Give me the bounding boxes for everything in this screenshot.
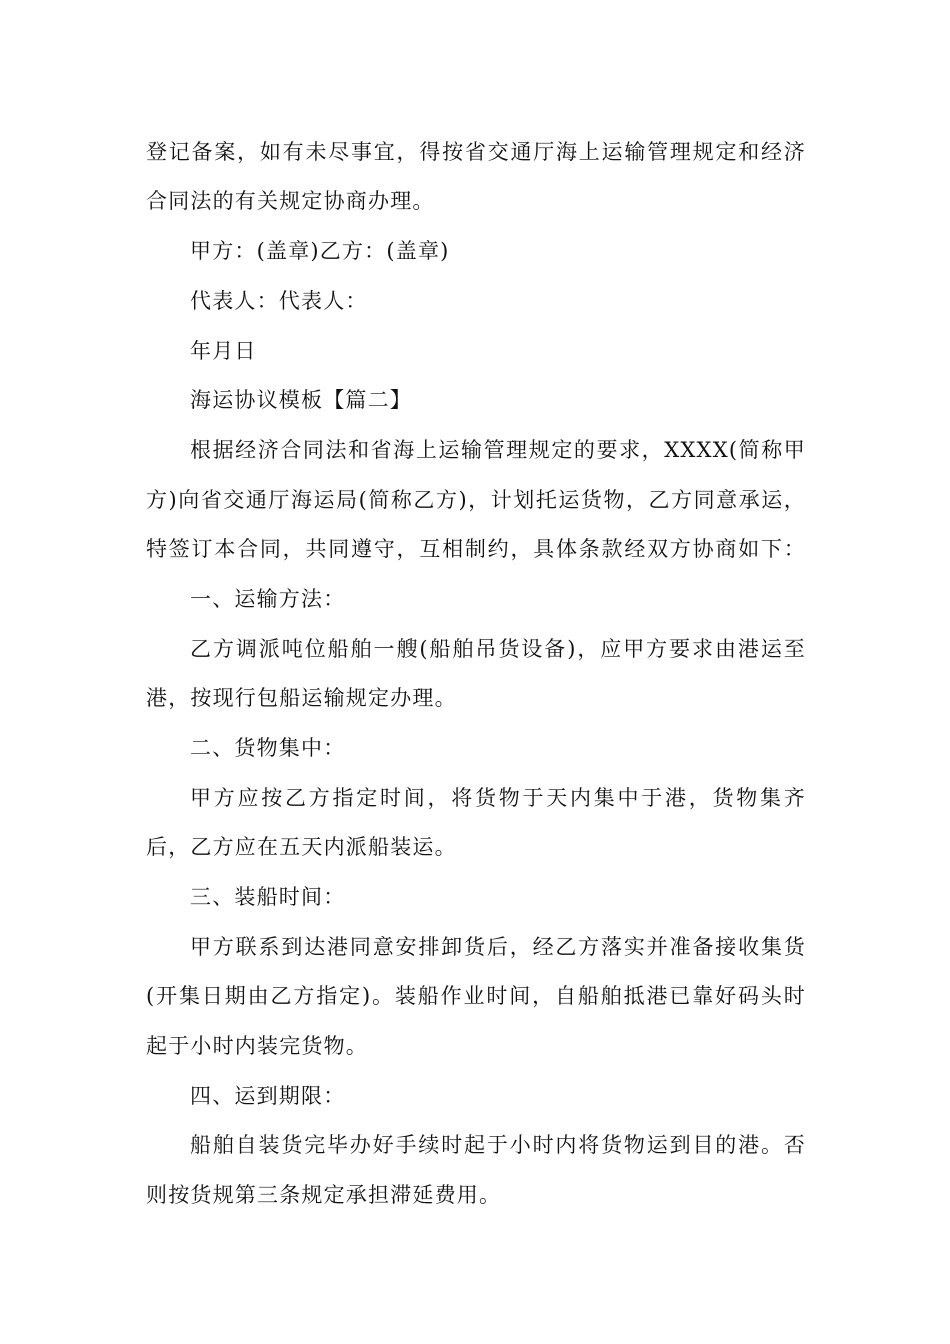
body-text-line: 登记备案，如有未尽事宜，得按省交通厅海上运输管理规定和经济 xyxy=(146,140,806,164)
body-text-line: 合同法的有关规定协商办理。 xyxy=(146,189,435,213)
clause-heading: 四、运到期限： xyxy=(190,1084,346,1108)
body-text-line: 根据经济合同法和省海上运输管理规定的要求，XXXX(简称甲 xyxy=(190,438,806,462)
section-title: 海运协议模板【篇二】 xyxy=(190,388,412,412)
body-text-line: 乙方调派吨位船舶一艘(船舶吊货设备)，应甲方要求由港运至 xyxy=(190,637,806,661)
signature-party-line: 甲方：(盖章)乙方：(盖章) xyxy=(190,239,450,263)
body-text-line: 船舶自装货完毕办好手续时起于小时内将货物运到目的港。否 xyxy=(190,1133,806,1157)
body-text-line: 后，乙方应在五天内派船装运。 xyxy=(146,835,457,859)
body-text-line: 特签订本合同，共同遵守，互相制约，具体条款经双方协商如下： xyxy=(146,537,806,561)
body-text-line: 则按货规第三条规定承担滞延费用。 xyxy=(146,1183,502,1207)
body-text-line: 港，按现行包船运输规定办理。 xyxy=(146,686,457,710)
clause-heading: 一、运输方法： xyxy=(190,587,346,611)
clause-heading: 二、货物集中： xyxy=(190,736,346,760)
body-text-line: 起于小时内装完货物。 xyxy=(146,1034,368,1058)
body-text-line: 甲方应按乙方指定时间，将货物于天内集中于港，货物集齐 xyxy=(190,786,806,810)
body-text-line: 甲方联系到达港同意安排卸货后，经乙方落实并准备接收集货 xyxy=(190,935,806,959)
body-text-line: 方)向省交通厅海运局(简称乙方)，计划托运货物，乙方同意承运， xyxy=(146,488,806,512)
date-line: 年月日 xyxy=(190,339,257,363)
body-text-line: (开集日期由乙方指定)。装船作业时间，自船舶抵港已靠好码头时 xyxy=(146,984,806,1008)
clause-heading: 三、装船时间： xyxy=(190,885,346,909)
representative-line: 代表人：代表人： xyxy=(190,289,368,313)
